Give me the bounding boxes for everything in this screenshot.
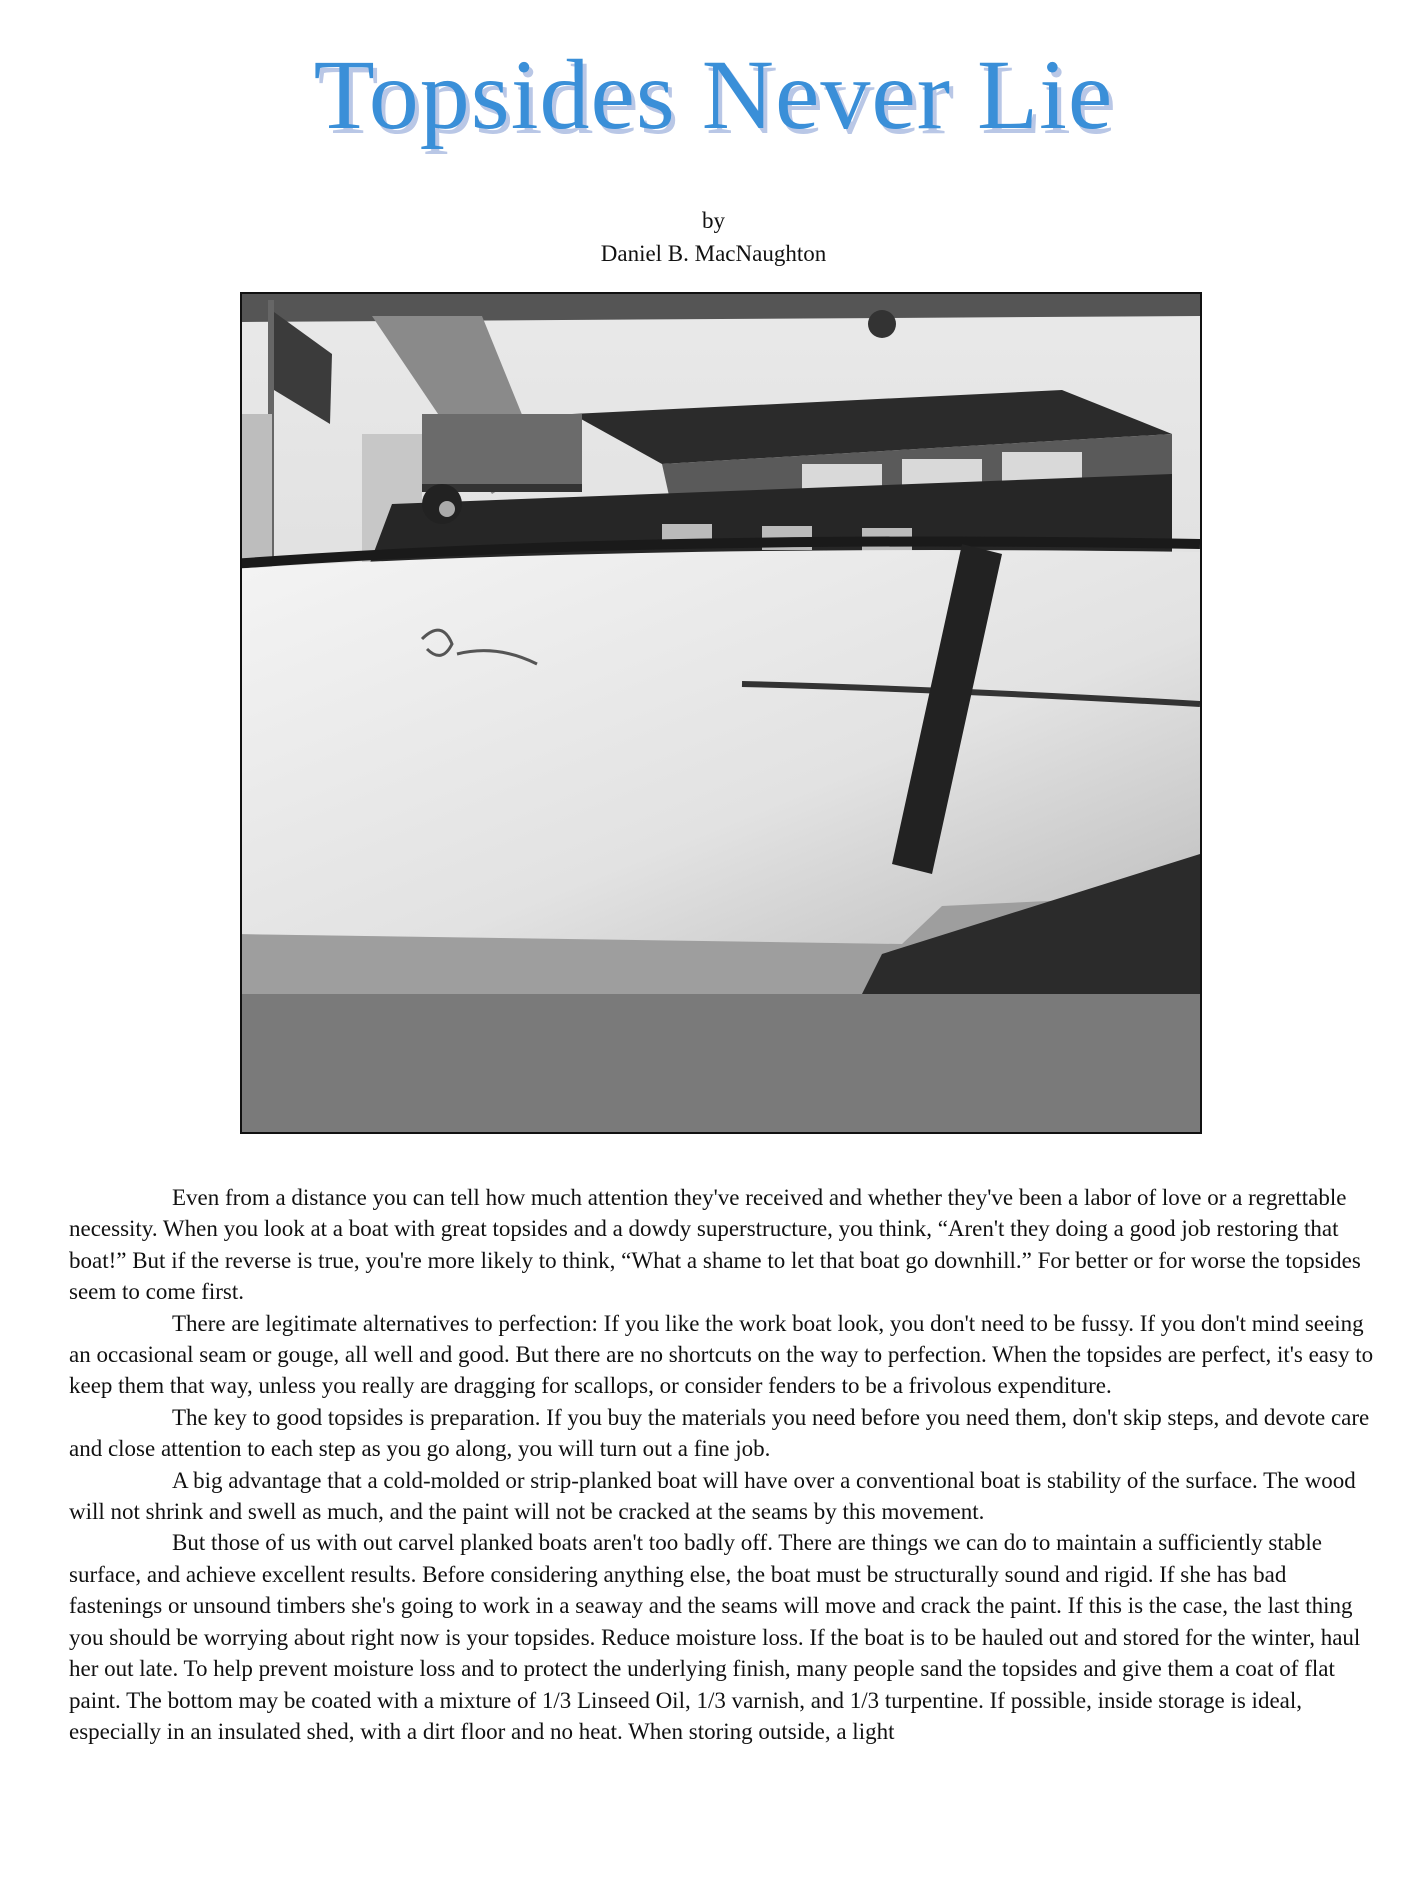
author-name: Daniel B. MacNaughton bbox=[600, 241, 827, 266]
paragraph: A big advantage that a cold-molded or strip-planked boat will have over a conventional boat is stability of the surface. The wood will not shrink and swell as much, and the paint will not be cracked at the seams by this movement. bbox=[69, 1467, 1356, 1525]
boat-photo bbox=[240, 292, 1202, 1134]
paragraph: There are legitimate alternatives to perfection: If you like the work boat look, you don't need to be fussy. If you don't mind seeing an occasional seam or gouge, all well and good. But there are no shortcuts on the way to perfection. When the topsides are perfect, it's easy to keep them that way, unless you really are dragging for scallops, or consider fenders to be a frivolous expenditure. bbox=[69, 1310, 1374, 1399]
paragraph: But those of us with out carvel planked boats aren't too badly off. There are things we can do to maintain a sufficiently stable surface, and achieve excellent results. Before considering anything else, the boat must be structurally sound and rigid. If she has bad fastenings or unsound timbers she's going to work in a seaway and the seams will move and crack the paint. If this is the case, the last thing you should be worrying about right now is your topsides. Reduce moisture loss. If the boat is to be hauled out and stored for the winter, haul her out late. To help prevent moisture loss and to protect the underlying finish, many people sand the topsides and give them a coat of flat paint. The bottom may be coated with a mixture of 1/3 Linseed Oil, 1/3 varnish, and 1/3 turpentine. If possible, inside storage is ideal, especially in an insulated shed, with a dirt floor and no heat. When storing outside, a light bbox=[69, 1530, 1361, 1744]
byline-by: by bbox=[702, 208, 725, 233]
paragraph: Even from a distance you can tell how much attention they've received and whether they've been a labor of love or a regrettable necessity. When you look at a boat with great topsides and a dowdy superstructure, you think, “Aren't they doing a good job restoring that boat!” But if the reverse is true, you're more likely to think, “What a shame to let that boat go downhill.” For better or for worse the topsides seem to come first. bbox=[69, 1185, 1361, 1305]
article-body bbox=[69, 1182, 1379, 1747]
article-title: Topsides Never Lie bbox=[313, 39, 1114, 150]
paragraph: The key to good topsides is preparation. If you buy the materials you need before you need them, don't skip steps, and devote care and close attention to each step as you go along, you will turn out a fine job. bbox=[69, 1404, 1370, 1462]
